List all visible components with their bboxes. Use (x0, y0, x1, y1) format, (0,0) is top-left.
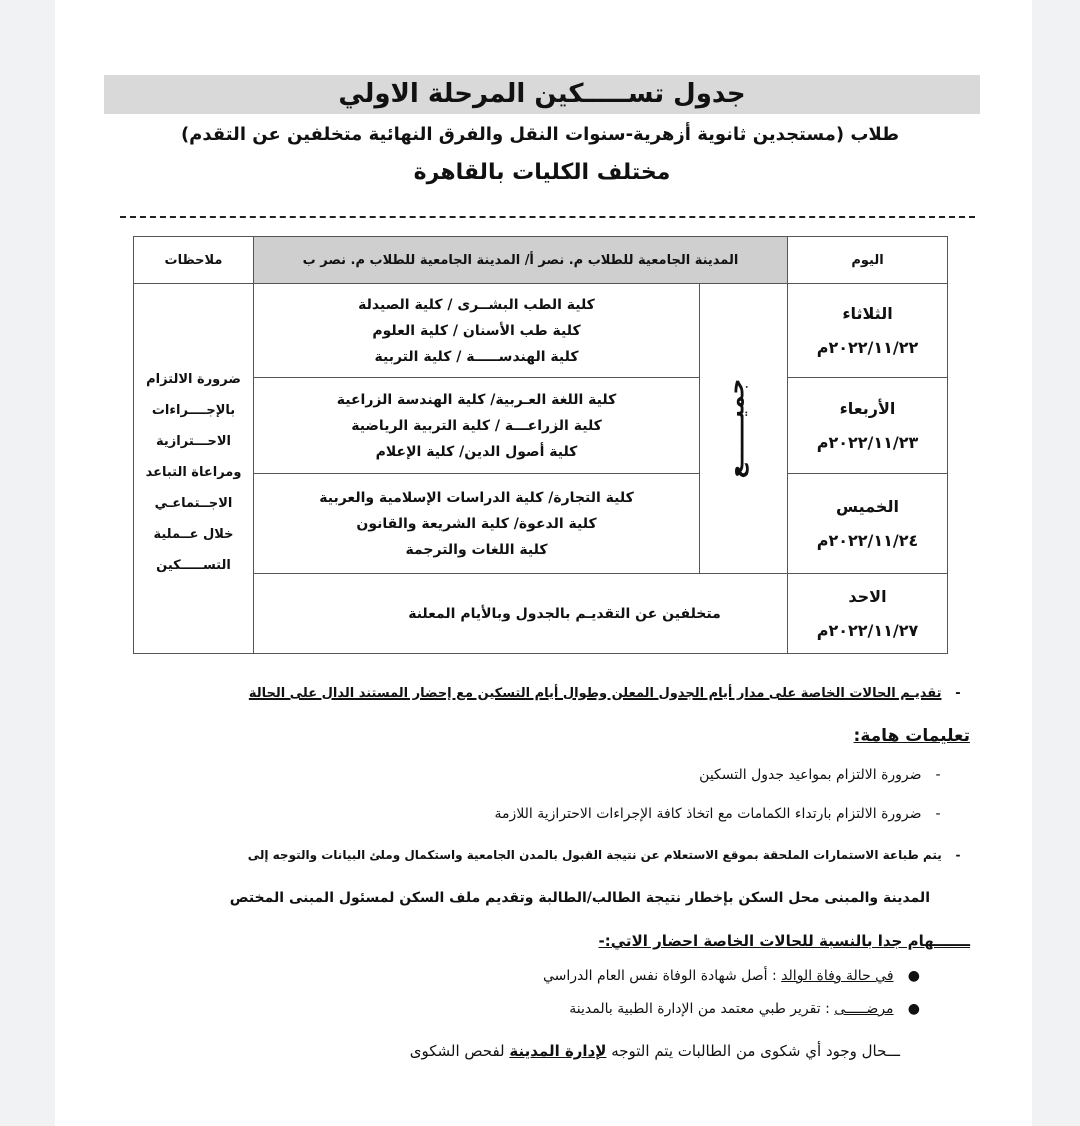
college-line: كلية التجارة/ كلية الدراسات الإسلامية والعربية (319, 489, 634, 506)
bullet-dash: - (955, 848, 961, 862)
day-name: الثلاثاء (842, 303, 893, 323)
college-line: كلية اللغة العـربية/ كلية الهندسة الزراعية (336, 391, 617, 408)
day-cell (788, 474, 948, 574)
note-line: التســـــكين (156, 558, 231, 573)
dashed-divider (120, 216, 975, 218)
bullet-value: تقرير طبي معتمد من الإدارة الطبية بالمدينة (569, 1001, 821, 1017)
header-notes: ملاحظات (134, 237, 254, 284)
instruction-text: يتم طباعة الاستمارات الملحقة بموقع الاستعلام عن نتيجة القبول بالمدن الجامعية واستكمال وملئ البيانات والتوجه إلى (247, 848, 942, 862)
vertical-label: جميــــــع (724, 378, 750, 479)
day-cell (788, 574, 948, 654)
document-subtitle: طلاب (مستجدين ثانوية أزهرية-سنوات النقل والفرق النهائية متخلفين عن التقدم) (180, 124, 900, 145)
colleges-cell (254, 284, 700, 378)
instruction-continuation: المدينة والمبنى محل السكن بإخطار نتيجة الطالب/الطالبة وتقديم ملف السكن لمسئول المبنى المختص (229, 890, 930, 906)
colleges-cell (254, 474, 700, 574)
note-line: الاحـــترازية (156, 434, 231, 449)
day-name: الخميس (836, 496, 899, 516)
bullet-dash: - (935, 767, 941, 783)
instruction-item (248, 848, 970, 862)
notes-cell (134, 284, 254, 654)
instructions-heading: تعليمات هامة: (853, 726, 970, 746)
note-line: ضرورة الالتزام (146, 372, 241, 387)
colleges-cell (254, 574, 788, 654)
document-title: جدول تســـــكين المرحلة الاولي (338, 79, 746, 109)
college-line: كلية الزراعـــة / كلية التربية الرياضية (351, 417, 602, 434)
table-row (134, 574, 948, 654)
special-cases-text: تقديـم الحالات الخاصة على مدار أيام الجدول المعلن وطوال أيام التسكين مع إحضار المستند الدال على الحالة (248, 686, 942, 701)
document-subtitle-2: مختلف الكليات بالقاهرة (413, 160, 671, 185)
bullet-separator: : (772, 968, 777, 984)
day-date: ٢٠٢٢/١١/٢٢م (816, 337, 919, 357)
bullet-dash: - (935, 806, 941, 822)
header-city: المدينة الجامعية للطلاب م. نصر أ/ المدينة الجامعية للطلاب م. نصر ب (254, 237, 788, 284)
complaint-emphasis: لإدارة المدينة (509, 1042, 607, 1060)
table-header-row (134, 237, 948, 284)
header-day: اليوم (788, 237, 948, 284)
day-date: ٢٠٢٢/١١/٢٧م (816, 620, 919, 640)
bullet-dot-icon: ● (907, 1001, 920, 1017)
special-cases-note (249, 686, 970, 701)
day-name: الأربعاء (839, 398, 896, 418)
day-cell (788, 378, 948, 474)
bullet-label: مرضـــــى (834, 1001, 894, 1017)
complaint-text: ـــحال وجود أي شكوى من الطالبات يتم التوجه (606, 1042, 900, 1060)
table-row (134, 474, 948, 574)
instruction-text: ضرورة الالتزام بمواعيد جدول التسكين (699, 767, 922, 783)
important-bullet (543, 968, 920, 984)
instruction-item (699, 767, 950, 783)
bullet-dash: - (955, 686, 961, 701)
college-line: كلية الدعوة/ كلية الشريعة والقانون (356, 515, 597, 532)
college-line: كلية أصول الدين/ كلية الإعلام (375, 443, 578, 460)
college-line: كلية اللغات والترجمة (405, 541, 548, 558)
complaint-note (410, 1042, 900, 1060)
note-line: ومراعاة التباعد (145, 465, 242, 480)
college-line: كلية الهندســـــة / كلية التربية (374, 348, 579, 365)
day-date: ٢٠٢٢/١١/٢٤م (816, 530, 919, 550)
instruction-item (495, 806, 950, 822)
table-row (134, 378, 948, 474)
day-name: الاحد (848, 586, 887, 606)
note-line: خلال عــملية (153, 527, 234, 542)
day-date: ٢٠٢٢/١١/٢٣م (816, 432, 919, 452)
college-line: كلية طب الأسنان / كلية العلوم (372, 322, 581, 339)
bullet-dot-icon: ● (907, 968, 920, 984)
housing-schedule-table (133, 236, 948, 654)
important-bullet (569, 1001, 920, 1017)
important-heading: ـــــــهام جدا بالنسبة للحالات الخاصة احضار الاتي:- (598, 932, 970, 950)
colleges-cell (254, 378, 700, 474)
instruction-text: ضرورة الالتزام بارتداء الكمامات مع اتخاذ كافة الإجراءات الاحترازية اللازمة (494, 806, 922, 822)
college-line: كلية الطب البشــرى / كلية الصيدلة (358, 296, 595, 313)
day-cell (788, 284, 948, 378)
bullet-label: في حالة وفاة الوالد (781, 968, 894, 984)
bullet-value: أصل شهادة الوفاة نفس العام الدراسي (543, 968, 768, 984)
bullet-separator: : (825, 1001, 830, 1017)
note-line: بالإجــــراءات (151, 403, 236, 418)
table-row (134, 284, 948, 378)
note-line: الاجــتماعـي (154, 496, 233, 511)
college-line: متخلفين عن التقديـم بالجدول وبالأيام المعلنة (408, 605, 721, 622)
complaint-text-end: لفحص الشكوى (409, 1042, 510, 1060)
vertical-label-cell (700, 284, 788, 574)
